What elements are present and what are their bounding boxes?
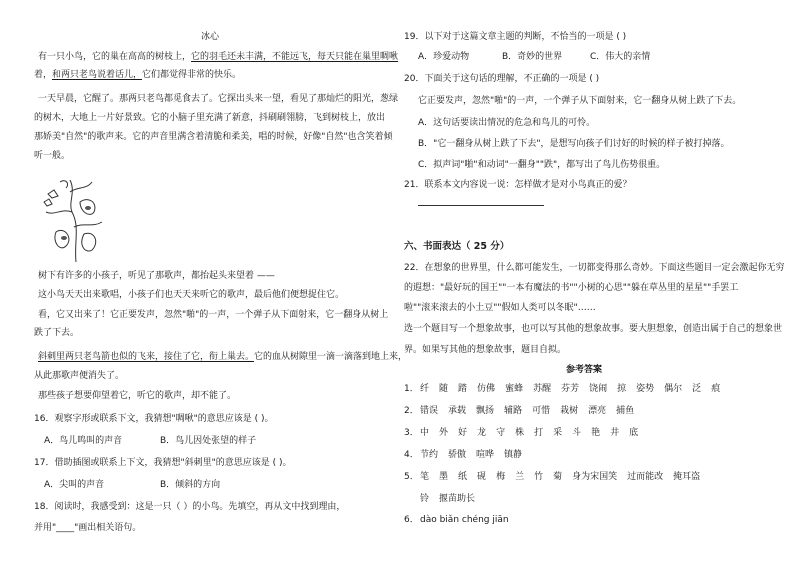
question-16-option-a: A．鸟儿鸣叫的声音 [44,436,123,446]
question-22-line: 界。如果写其他的想象故事，题目自拟。 [404,345,567,355]
passage-line: 从此那歌声便消失了。 [34,371,125,381]
answer-item: 承载 [448,406,467,416]
answer-item: 菊 [553,472,563,482]
author-name: 冰心 [201,32,220,42]
answer-item: 节约 [420,450,439,460]
answer-item: 可惜 [532,406,551,416]
answer-item: 纤 [420,384,430,394]
answer-item: 飘扬 [476,406,495,416]
answer-number: 6． [404,515,419,525]
answer-item: 守 [496,428,506,438]
question-22-line: 选一个题目写一个想象故事，也可以写其他的想象故事。要大胆想象，创造出属于自己的想象世 [404,324,783,334]
answer-item: 辅路 [504,406,523,416]
answer-item: 竹 [534,472,544,482]
question-20-option-b: B．"它一翻身从树上跌了下去"，是想写向孩子们讨好的时候的样子被打掉落。 [418,139,730,149]
answer-item: 揠苗助长 [439,494,476,504]
question-21: 21．联系本文内容说一说：怎样做才是对小鸟真正的爱？ [404,180,632,190]
passage-line: 听一般。 [34,151,71,161]
question-19-option-c: C．伟大的亲情 [590,52,651,62]
answer-item: 纸 [458,472,468,482]
answers-title: 参考答案 [566,365,603,375]
answer-item: 斗 [572,428,582,438]
question-17: 17．借助插图或联系上下文，我猜想"斜刺里"的意思应该是 ( )。 [34,458,292,468]
passage-line: 着，和两只老鸟说着话儿，它们都觉得非常的快乐。 [34,70,242,80]
answer-row [404,383,730,395]
question-17-option-a: A．尖叫的声音 [44,480,105,490]
answer-number: 3． [404,428,419,438]
answer-item: 龙 [477,428,487,438]
answer-item: 错误 [420,406,439,416]
question-19: 19．以下对于这篇文章主题的判断，不恰当的一项是 ( ) [404,32,627,42]
passage-line: 那些孩子想要仰望着它，听它的歌声，却不能了。 [38,391,237,401]
passage-line: 一天早晨，它醒了。那两只老鸟都觅食去了。它探出头来一望，看见了那灿烂的阳光，葱绿 [38,94,399,104]
answer-item: 掠 [617,384,627,394]
answer-item: 捕鱼 [616,406,635,416]
question-16-option-b: B．鸟儿因处张望的样子 [160,436,257,446]
answer-blank-line [418,205,544,206]
answer-item: 蜜蜂 [505,384,524,394]
question-20-option-c: C．拟声词"啪"和动词"一翻身""跌"，都写出了鸟儿伤势很重。 [418,160,666,170]
question-18-cont: 并用"____"画出相关语句。 [34,523,142,533]
passage-line: 的树木，大地上一片好景致。它的小脑子里充满了新意，抖刷刷翎膀，飞到树枝上，放出 [34,113,386,123]
passage-line: 跌了下去。 [34,328,80,338]
answer-item: 墨 [439,472,449,482]
question-16: 16．观察字形或联系下文，我猜想"啁啾"的意思应该是 ( )。 [34,414,274,424]
answer-item: 好 [458,428,468,438]
answer-item: 镇静 [504,450,523,460]
answer-row [404,471,710,483]
answer-item: 中 [420,428,430,438]
answer-item: 偶尔 [664,384,683,394]
answer-item: 梅 [496,472,506,482]
answer-item: 外 [439,428,449,438]
answer-row [404,449,532,461]
answer-item: 踏 [458,384,468,394]
answer-item: 株 [515,428,525,438]
answer-item: 砚 [477,472,487,482]
answer-row [404,514,519,526]
answer-item: dào biǎn chéng jiān [420,515,509,525]
answer-item: 姿势 [636,384,655,394]
answer-number: 5． [404,472,419,482]
passage-line: 这小鸟天天出来歌唱，小孩子们也天天来听它的歌声，最后他们便想捉住它。 [38,290,345,300]
passage-line: 斜刺里两只老鸟箭也似的飞来，接住了它，衔上巢去。它的血从树隙里一滴一滴落到地上来， [38,352,408,362]
answer-item: 饶闹 [589,384,608,394]
passage-line: 有一只小鸟，它的巢在高高的树枝上，它的羽毛还未丰满，不能远飞，每天只能在巢里啁啾 [38,52,399,62]
question-22-line: 22．在想象的世界里，什么都可能发生，一切都变得那么奇妙。下面这些题目一定会激起你无穷 [404,263,785,273]
answer-item: 铃 [420,494,430,504]
answer-item: 打 [534,428,544,438]
answer-item: 芬芳 [561,384,580,394]
answer-item: 痕 [711,384,721,394]
question-17-option-b: B．倾斜的方向 [160,480,221,490]
question-20: 20．下面关于这句话的理解，不正确的一项是 ( ) [404,74,600,84]
answer-item: 泛 [692,384,702,394]
bird-illustration [36,172,112,264]
answer-number: 2． [404,406,419,416]
question-19-option-b: B．奇妙的世界 [502,52,563,62]
answer-item: 艳 [591,428,601,438]
answer-item: 采 [553,428,563,438]
answer-number: 1． [404,384,419,394]
passage-line: 那娇美"自然"的歌声来。它的声音里满含着清脆和柔美，唱的时候，好像"自然"也含笑着倾 [34,132,393,142]
question-18: 18．阅读时，我感受到：这是一只（ ）的小鸟。先填空，再从文中找到理由， [34,502,346,512]
question-19-option-a: A．珍爱动物 [418,52,470,62]
question-20-sentence: 它正要发声，忽然"啪"的一声，一个弹子从下面射来，它一翻身从树上跌了下去。 [418,96,742,106]
answer-row [404,493,485,505]
answer-item: 井 [610,428,620,438]
answer-item: 仿佛 [477,384,496,394]
answer-item: 身为宋国笑 [572,472,618,482]
answer-item: 喧哗 [476,450,495,460]
question-22-line: 的遐想："最好玩的国王""一本有魔法的书""小树的心思""躲在草丛里的星星""手罢工 [404,283,739,293]
answer-item: 苏醒 [533,384,552,394]
answer-item: 掩耳盗 [673,472,701,482]
answer-item: 底 [629,428,639,438]
answer-item: 漂亮 [588,406,607,416]
answer-item: 笔 [420,472,430,482]
answer-item: 栽树 [560,406,579,416]
answer-item: 兰 [515,472,525,482]
section-6-heading: 六、书面表达（ 25 分） [404,241,510,252]
passage-line: 树下有许多的小孩子，听见了那歌声，都抬起头来望着 —— [38,271,275,281]
answer-item: 随 [439,384,449,394]
passage-line: 看，它又出来了！它正要发声，忽然"啪"的一声，一个弹子从下面射来，它一翻身从树上 [38,310,389,320]
answer-number: 4． [404,450,419,460]
answer-item: 过而能改 [627,472,664,482]
answer-row [404,427,648,439]
answer-row [404,405,644,417]
question-20-option-a: A．这句话要读出情况的危急和鸟儿的可怜。 [418,118,596,128]
answer-item: 骄傲 [448,450,467,460]
question-22-line: 啦""滚来滚去的小土豆""假如人类可以冬眠"…… [404,303,596,313]
